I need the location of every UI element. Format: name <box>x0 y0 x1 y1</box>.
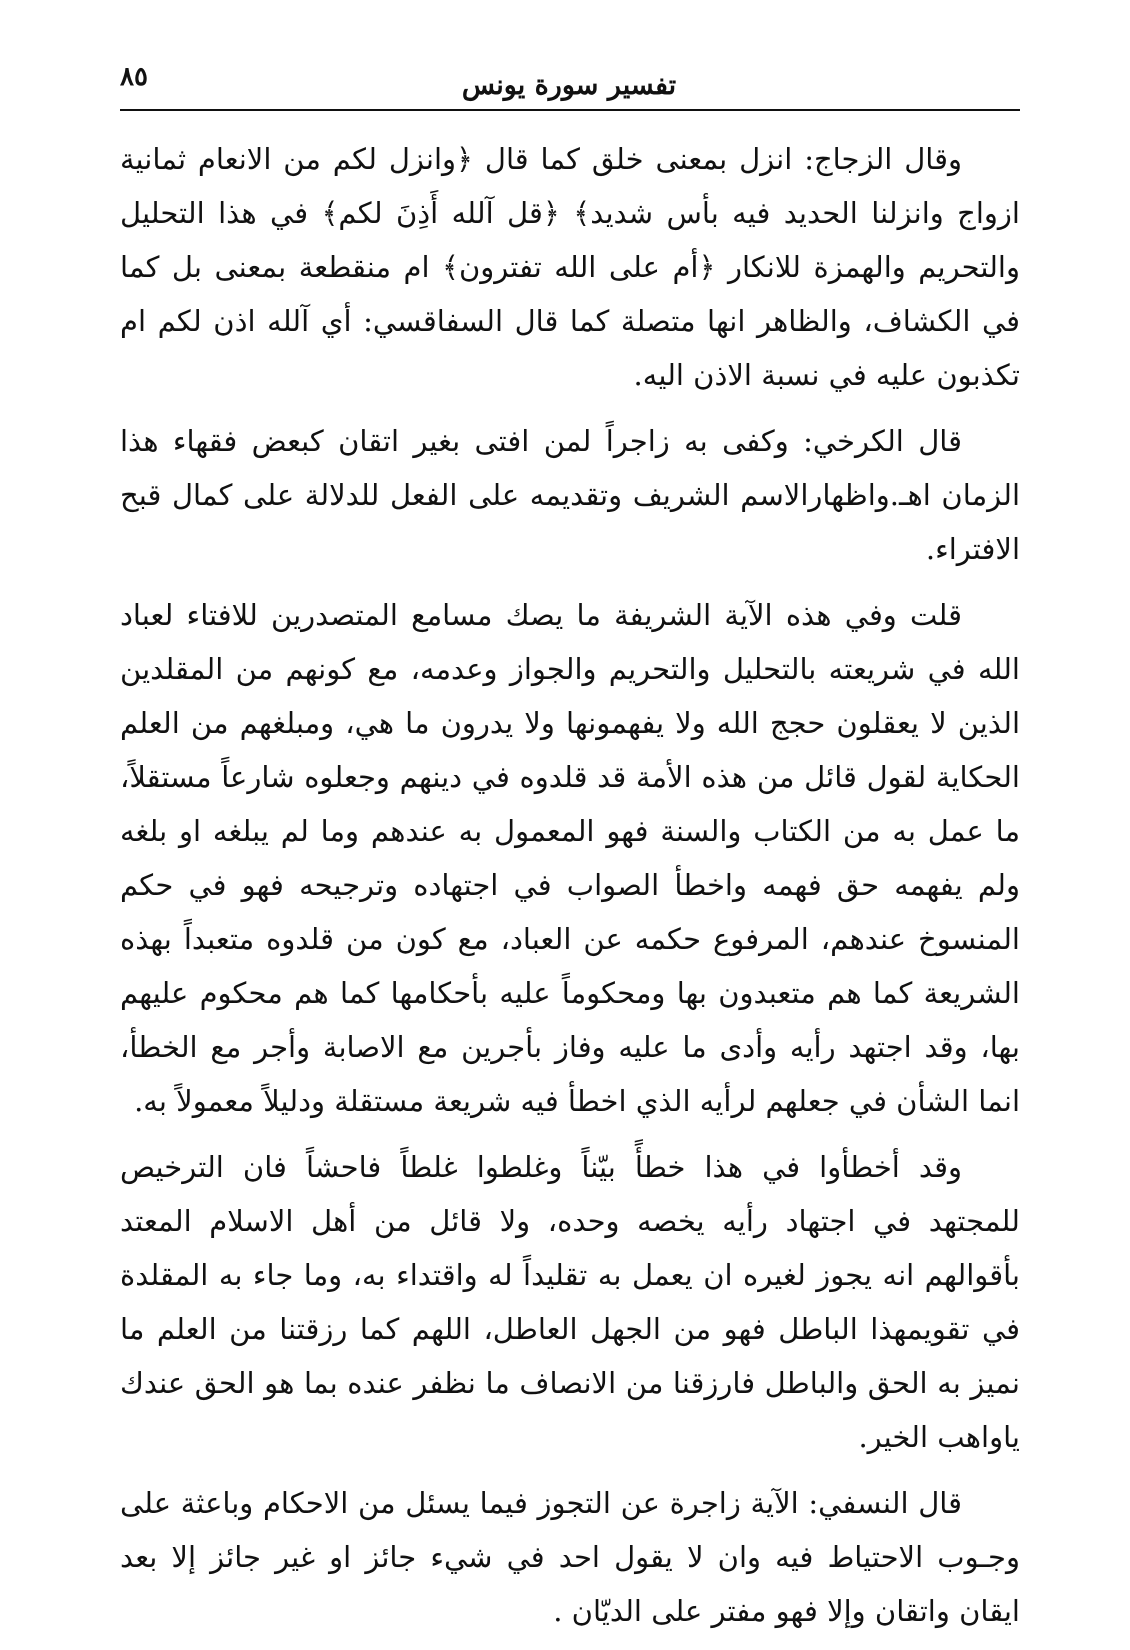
paragraph-error: وقد أخطأوا في هذا خطأً بيّناً وغلطوا غلطاً فاحشاً فان الترخيص للمجتهد في اجتهاد رأيه يخصه وحده، ولا قائل من أهل الاسلام المعتد بأقوالهم انه يجوز لغيره ان يعمل به تقليداً له واقتداء به، وما جاء به المقلدة في تقويمهذا الباطل فهو من الجهل العاطل، اللهم كما رزقتنا من العلم ما نميز به الحق والباطل فارزقنا من الانصاف ما نظفر عنده بما هو الحق عندك ياواهب الخير. <box>120 1150 1020 1454</box>
page-header <box>120 58 1018 108</box>
paragraph-zajjaj: وقال الزجاج: انزل بمعنى خلق كما قال ﴿وانزل لكم من الانعام ثمانية ازواج وانزلنا الحديد فيه بأس شديد﴾ ﴿قل آلله أَذِنَ لكم﴾ في هذا التحليل والتحريم والهمزة للانكار ﴿أم على الله تفترون﴾ ام منقطعة بمعنى بل كما في الكشاف، والظاهر انها متصلة كما قال السفاقسي: أي آلله اذن لكم ام تكذبون عليه في نسبة الاذن اليه. <box>120 142 1020 392</box>
running-title: تفسير سورة يونس <box>461 70 677 101</box>
paragraph-commentary: قلت وفي هذه الآية الشريفة ما يصك مسامع المتصدرين للافتاء لعباد الله في شريعته بالتحليل والتحريم والجواز وعدمه، مع كونهم من المقلدين الذين لا يعقلون حجج الله ولا يفهمونها ولا يدرون ما هي، ومبلغهم من العلم الحكاية لقول قائل من هذه الأمة قد قلدوه في دينهم وجعلوه شارعاً مستقلاً، ما عمل به من الكتاب والسنة فهو المعمول به عندهم وما لم يبلغه او بلغه ولم يفهمه حق فهمه واخطأ الصواب في اجتهاده وترجيحه فهو في حكم المنسوخ عندهم، المرفوع حكمه عن العباد، مع كون من قلدوه متعبداً بهذه الشريعة كما هم متعبدون بها ومحكوماً عليه بأحكامها كما هم محكوم عليهم بها، وقد اجتهد رأيه وأدى ما عليه وفاز بأجرين مع الاصابة وأجر مع الخطأ، انما الشأن في جعلهم لرأيه الذي اخطأ فيه شريعة مستقلة ودليلاً معمولاً به. <box>120 598 1020 1118</box>
page-number: ٨٥ <box>120 62 148 92</box>
header-divider <box>120 109 1020 111</box>
paragraph-karkhi: قال الكرخي: وكفى به زاجراً لمن افتى بغير اتقان كبعض فقهاء هذا الزمان اهـ.واظهارالاسم الشريف وتقديمه على الفعل للدلالة على كمال قبح الافتراء. <box>120 424 1020 566</box>
body-text <box>120 132 1020 1650</box>
paragraph-nasafi: قال النسفي: الآية زاجرة عن التجوز فيما يسئل من الاحكام وباعثة على وجـوب الاحتياط فيه وان لا يقول احد في شيء جائز او غير جائز إلا بعد ايقان واتقان وإلا فهو مفتر على الديّان . <box>120 1486 1020 1628</box>
